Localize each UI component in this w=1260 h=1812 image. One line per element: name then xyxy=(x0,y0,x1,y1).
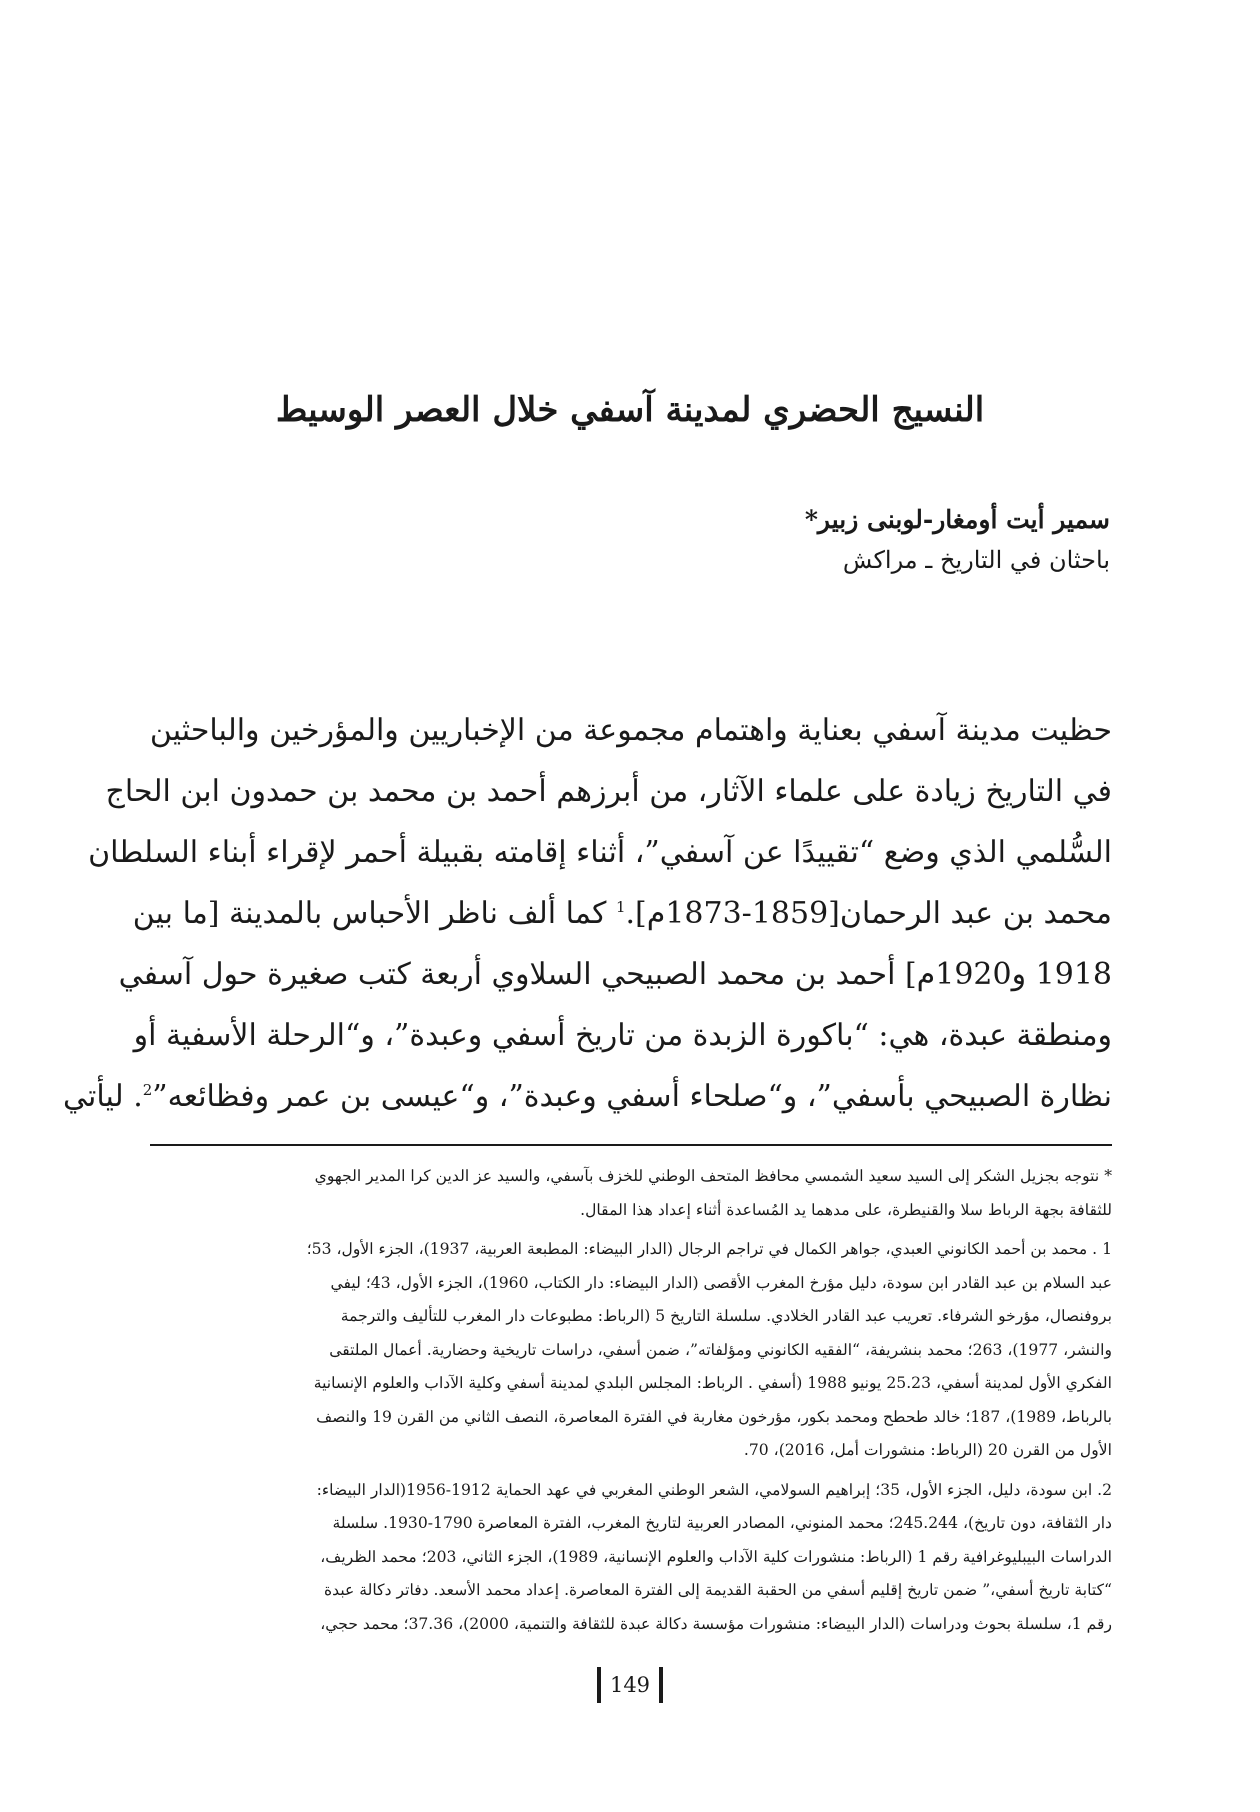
body-line-5: 1918 و1920م] أحمد بن محمد الصبيحي السلاوي أربعة كتب صغيرة حول آسفي xyxy=(118,957,1112,992)
footnote-line: للثقافة بجهة الرباط سلا والقنيطرة، على مدهما يد المُساعدة أثناء إعداد هذا المقال. xyxy=(580,1200,1112,1219)
page-number-right-bar xyxy=(659,1667,663,1703)
footnote-line: الدراسات البيبليوغرافية رقم 1 (الرباط: منشورات كلية الآداب والعلوم الإنسانية، 1989)، الجزء الثاني، 203؛ محمد الظريف، xyxy=(320,1547,1112,1566)
article-title: النسيج الحضري لمدينة آسفي خلال العصر الوسيط xyxy=(275,390,985,430)
footnote-line: بالرباط، 1989)، 187؛ خالد طحطح ومحمد بكور، مؤرخون مغاربة في الفترة المعاصرة، النصف الثاني من القرن 19 والنصف xyxy=(316,1407,1112,1426)
author-names: سمير أيت أومغار-لوبنى زبير* xyxy=(804,505,1110,534)
body-line-4-a: محمد بن عبد الرحمان[1859-1873م]. xyxy=(625,896,1112,931)
footnote-separator xyxy=(150,1144,1112,1146)
footnote-ref-2[interactable]: 2 xyxy=(142,1081,153,1099)
body-line-2: في التاريخ زيادة على علماء الآثار، من أبرزهم أحمد بن محمد بن حمدون ابن الحاج xyxy=(105,774,1112,809)
body-line-4-b: كما ألف ناظر الأحباس بالمدينة [ما بين xyxy=(132,896,616,931)
body-line-7 xyxy=(62,1066,1112,1127)
footnote-line: 1 . محمد بن أحمد الكانوني العبدي، جواهر الكمال في تراجم الرجال (الدار البيضاء: المطبعة العربية، 1937)، الجزء الأول، 53؛ xyxy=(306,1240,1112,1258)
page-number: 149 xyxy=(609,1673,651,1697)
author-block xyxy=(410,500,1110,580)
footnote-line: بروفنصال، مؤرخو الشرفاء. تعريب عبد القادر الخلادي. سلسلة التاريخ 5 (الرباط: مطبوعات دار المغرب للتأليف والترجمة xyxy=(340,1307,1112,1325)
author-affiliation: باحثان في التاريخ ـ مراكش xyxy=(842,546,1110,574)
footnote-star xyxy=(150,1160,1112,1227)
body-line-7-b: . ليأتي xyxy=(62,1079,143,1114)
footnote-line: والنشر، 1977)، 263؛ محمد بنشريفة، “الفقيه الكانوني ومؤلفاته”، ضمن أسفي، دراسات تاريخية وحضارية. أعمال الملتقى xyxy=(329,1340,1112,1359)
footnote-line: “كتابة تاريخ أسفي،” ضمن تاريخ إقليم أسفي من الحقبة القديمة إلى الفترة المعاصرة. إعداد محمد الأسعد. دفاتر دكالة عبدة xyxy=(323,1581,1112,1599)
footnotes xyxy=(150,1160,1112,1647)
footnote-line: عبد السلام بن عبد القادر ابن سودة، دليل مؤرخ المغرب الأقصى (الدار البيضاء: دار الكتاب، 1960)، الجزء الأول، 43؛ ليفي xyxy=(330,1273,1112,1292)
body-line-3: السُّلمي الذي وضع “تقييدًا عن آسفي”، أثناء إقامته بقبيلة أحمر لإقراء أبناء السلطان xyxy=(88,835,1112,870)
footnote-line: الفكري الأول لمدينة أسفي، 25.23 يونيو 1988 (أسفي . الرباط: المجلس البلدي لمدينة أسفي وكلية الآداب والعلوم الإنسانية xyxy=(313,1374,1112,1392)
body-line-6: ومنطقة عبدة، هي: “باكورة الزبدة من تاريخ أسفي وعبدة”، و“الرحلة الأسفية أو xyxy=(133,1018,1112,1053)
footnote-line: * نتوجه بجزيل الشكر إلى السيد سعيد الشمسي محافظ المتحف الوطني للخزف بآسفي، والسيد عز الدين كرا المدير الجهوي xyxy=(314,1167,1112,1185)
footnote-1 xyxy=(150,1233,1112,1468)
body-line-7-a: نظارة الصبيحي بأسفي”، و“صلحاء أسفي وعبدة”، و“عيسى بن عمر وفظائعه” xyxy=(152,1079,1112,1114)
footnote-line: رقم 1، سلسلة بحوث ودراسات (الدار البيضاء: منشورات مؤسسة دكالة عبدة للثقافة والتنمية، 2000)، 37.36؛ محمد حجي، xyxy=(320,1614,1112,1633)
footnote-line: 2. ابن سودة، دليل، الجزء الأول، 35؛ إبراهيم السولامي، الشعر الوطني المغربي في عهد الحماية 1912-1956(الدار البيضاء: xyxy=(316,1480,1112,1499)
footnote-line: الأول من القرن 20 (الرباط: منشورات أمل، 2016)، 70. xyxy=(743,1441,1112,1459)
page-number-block xyxy=(580,1667,680,1707)
body-line-1: حظيت مدينة آسفي بعناية واهتمام مجموعة من الإخباريين والمؤرخين والباحثين xyxy=(149,713,1112,748)
body-paragraph xyxy=(62,700,1112,1127)
footnote-2 xyxy=(150,1474,1112,1642)
footnote-line: دار الثقافة، دون تاريخ)، 245.244؛ محمد المنوني، المصادر العربية لتاريخ المغرب، الفترة المعاصرة 1790-1930. سلسلة xyxy=(332,1514,1112,1532)
footnote-ref-1[interactable]: 1 xyxy=(615,898,626,916)
body-line-4 xyxy=(132,883,1112,944)
